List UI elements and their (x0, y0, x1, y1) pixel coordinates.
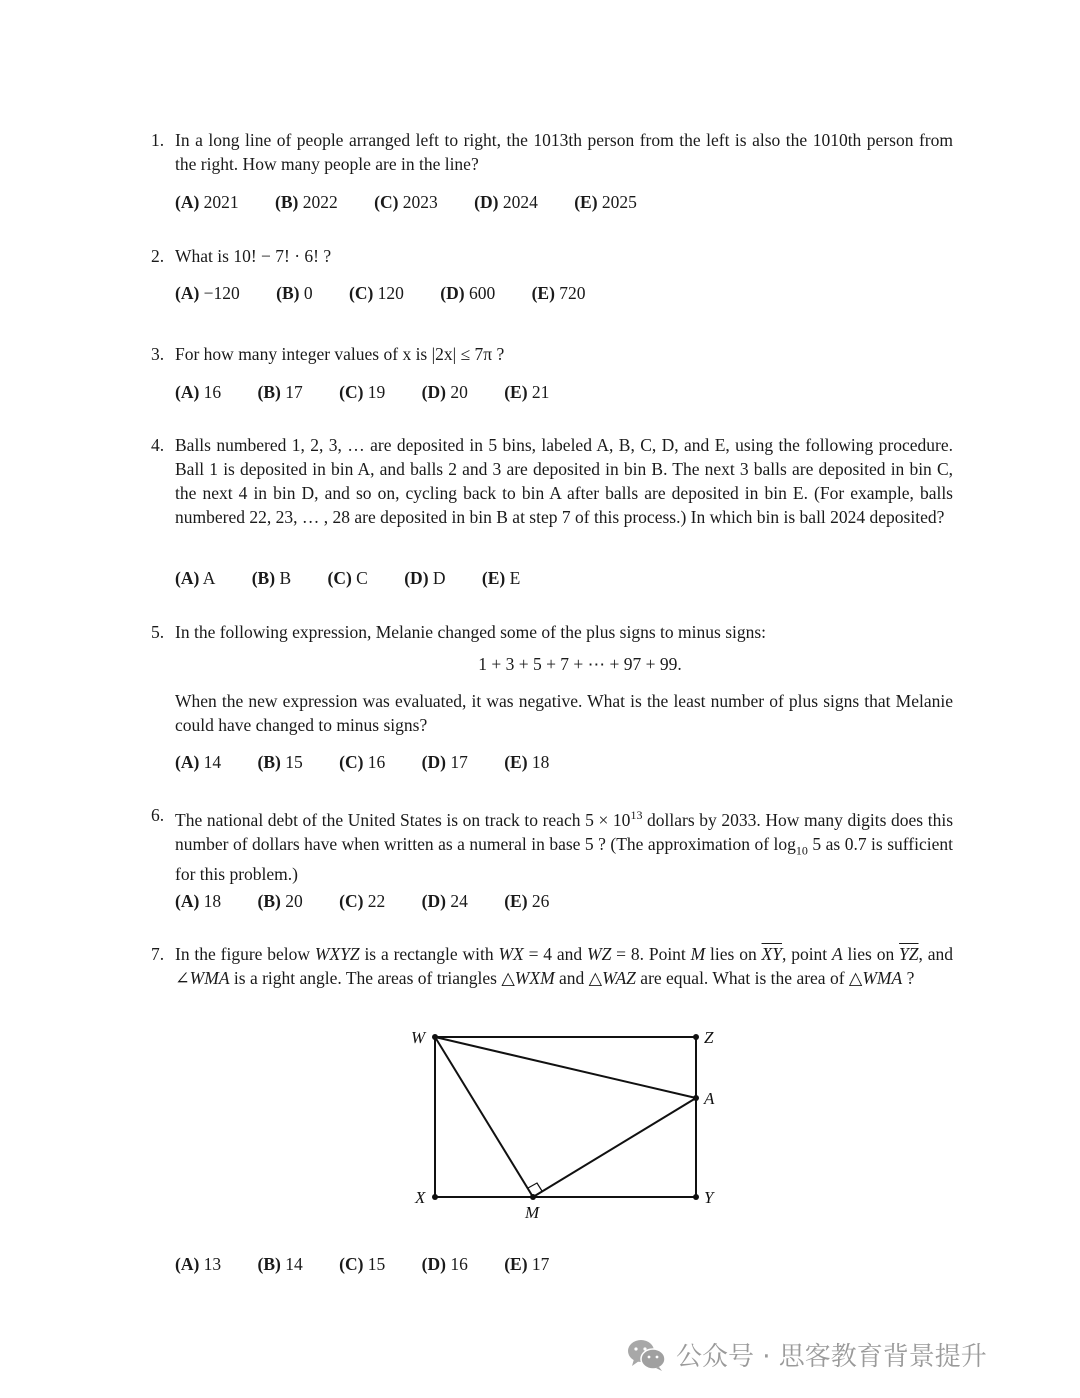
segment-wa (435, 1037, 696, 1098)
answer-choices-4 (175, 568, 552, 589)
choice-d[interactable]: (D) D (404, 568, 446, 588)
choice-a[interactable]: (A) 16 (175, 382, 222, 402)
choice-b[interactable]: (B) 17 (257, 382, 303, 402)
choice-a[interactable]: (A) 14 (175, 752, 222, 772)
choice-b[interactable]: (B) 2022 (275, 192, 338, 212)
display-expression: 1 + 3 + 5 + 7 + ⋯ + 97 + 99. (478, 654, 682, 674)
question-number: 5. (151, 622, 165, 642)
choice-c[interactable]: (C) 2023 (374, 192, 438, 212)
rectangle-figure (400, 1022, 740, 1227)
choice-c[interactable]: (C) 120 (349, 283, 404, 303)
question-3 (151, 342, 953, 366)
question-2 (151, 244, 953, 268)
choice-e[interactable]: (E) 2025 (574, 192, 637, 212)
label-x: X (415, 1188, 426, 1207)
question-number: 4. (151, 435, 165, 455)
segment-ma (533, 1098, 696, 1197)
question-text: For how many integer values of x is |2x| ≤ 7π ? (175, 344, 505, 364)
choice-b[interactable]: (B) 20 (257, 891, 303, 911)
choice-e[interactable]: (E) 720 (531, 283, 586, 303)
rectangle-wxyz (435, 1037, 696, 1197)
choice-d[interactable]: (D) 24 (421, 891, 468, 911)
segment-wm (435, 1037, 533, 1197)
question-text: In the following expression, Melanie changed some of the plus signs to minus signs: (175, 622, 767, 642)
wechat-icon (626, 1338, 668, 1372)
answer-choices-7 (175, 1254, 581, 1275)
question-7 (151, 942, 953, 990)
watermark-text: 公众号 · 思客教育背景提升 (676, 1342, 987, 1372)
choice-d[interactable]: (D) 16 (421, 1254, 468, 1274)
choice-e[interactable]: (E) 17 (504, 1254, 550, 1274)
question-4 (151, 433, 953, 529)
label-a: A (704, 1089, 715, 1108)
choice-b[interactable]: (B) 15 (257, 752, 303, 772)
choice-b[interactable]: (B) B (251, 568, 292, 588)
question-number: 2. (151, 246, 165, 266)
watermark (626, 1336, 987, 1373)
choice-d[interactable]: (D) 17 (421, 752, 468, 772)
choice-a[interactable]: (A) −120 (175, 283, 240, 303)
choice-a[interactable]: (A) A (175, 568, 216, 588)
choice-a[interactable]: (A) 13 (175, 1254, 222, 1274)
choice-b[interactable]: (B) 14 (257, 1254, 303, 1274)
choice-e[interactable]: (E) 18 (504, 752, 550, 772)
choice-c[interactable]: (C) C (327, 568, 368, 588)
answer-choices-3 (175, 382, 581, 403)
choice-c[interactable]: (C) 22 (339, 891, 386, 911)
question-5 (151, 620, 953, 644)
question-6 (151, 803, 953, 886)
choice-d[interactable]: (D) 20 (421, 382, 468, 402)
label-z: Z (704, 1028, 714, 1047)
label-y: Y (704, 1188, 714, 1207)
choice-b[interactable]: (B) 0 (276, 283, 313, 303)
question-text: When the new expression was evaluated, it was negative. What is the least number of plus signs that Melanie could have changed to minus signs? (175, 691, 953, 735)
question-text: Balls numbered 1, 2, 3, … are deposited in 5 bins, labeled A, B, C, D, and E, using the following procedure. Ball 1 is deposited in bin A, and balls 2 and 3 are deposited in bin B. The next 3 balls are deposited in bin C, the next 4 in bin D, and so on, cycling back to bin A after balls are deposited in bin E. (For example, balls numbered 22, 23, … , 28 are deposited in bin B at step 7 of this process.) In which bin is ball 2024 deposited? (175, 435, 953, 527)
choice-c[interactable]: (C) 15 (339, 1254, 386, 1274)
label-w: W (411, 1028, 426, 1047)
choice-d[interactable]: (D) 600 (440, 283, 496, 303)
right-angle-mark (528, 1183, 542, 1191)
question-number: 1. (151, 130, 165, 150)
choice-e[interactable]: (E) E (481, 568, 521, 588)
answer-choices-5 (175, 752, 581, 773)
question-number: 3. (151, 344, 165, 364)
question-5-continued (151, 689, 953, 737)
question-number: 6. (151, 805, 165, 825)
answer-choices-1 (175, 192, 669, 213)
choice-a[interactable]: (A) 2021 (175, 192, 239, 212)
choice-a[interactable]: (A) 18 (175, 891, 222, 911)
choice-c[interactable]: (C) 19 (339, 382, 386, 402)
choice-d[interactable]: (D) 2024 (474, 192, 538, 212)
label-m: M (525, 1203, 540, 1222)
choice-c[interactable]: (C) 16 (339, 752, 386, 772)
question-text: In the figure below WXYZ is a rectangle with WX = 4 and WZ = 8. Point M lies on $\overline{XY}$, point A lies on $\overline{YZ}$, and ∠WMA is a right angle. The areas of triangles △WXM and △WAZ are equal. What is the area of △WMA ? (175, 944, 953, 988)
question-text: The national debt of the United States is on track to reach $5 \times 10^{13}$ dollars by 2033. How many digits does this number of dollars have when written as a numeral in base 5 ? (The approximation of $\log_{10} 5$ as 0.7 is sufficient for this problem.) (175, 808, 954, 885)
question-number: 7. (151, 944, 165, 964)
question-text: What is 10! − 7! · 6! ? (175, 246, 332, 266)
choice-e[interactable]: (E) 21 (504, 382, 550, 402)
choice-e[interactable]: (E) 26 (504, 891, 550, 911)
question-1 (151, 128, 953, 176)
question-text: In a long line of people arranged left to right, the 1013th person from the left is also the 1010th person from the right. How many people are in the line? (175, 130, 953, 174)
answer-choices-2 (175, 283, 618, 304)
answer-choices-6 (175, 891, 581, 912)
